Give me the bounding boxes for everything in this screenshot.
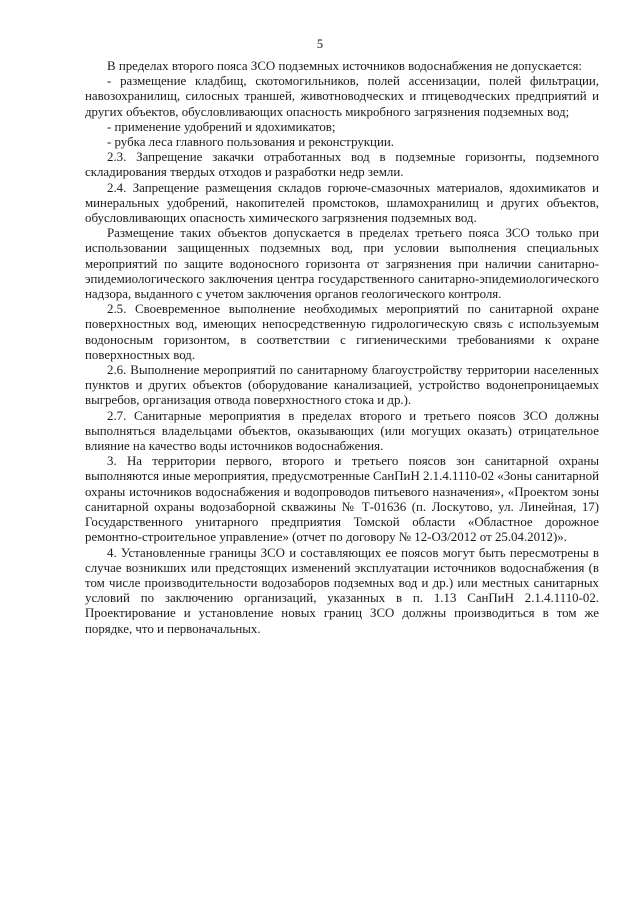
paragraph-3: 3. На территории первого, второго и третьего поясов зон санитарной охраны выполняются иные мероприятия, предусмотренные СанПиН 2.1.4.1110-02 «Зоны санитарной охраны источников водоснабжения и водопроводов питьевого назначения», «Проектом зоны санитарной охраны водозаборной скважины № Т-01636 (п. Лоскутово, ул. Линейная, 17) Государственного унитарного предприятия Томской области «Областное дорожное ремонтно-строительное управление» (отчет по договору № 12-ОЗ/2012 от 25.04.2012)». <box>85 454 599 545</box>
paragraph-zone2-item-fertilizers: - применение удобрений и ядохимикатов; <box>107 119 336 134</box>
paragraph-2-6: 2.6. Выполнение мероприятий по санитарному благоустройству территории населенных пунктов и других объектов (оборудование канализацией, устройство водонепроницаемых выгребов, организация отвода поверхностного стока и др.). <box>85 363 599 408</box>
paragraph-zone2-intro: В пределах второго пояса ЗСО подземных источников водоснабжения не допускается: <box>107 59 583 73</box>
paragraph-2-7: 2.7. Санитарные мероприятия в пределах второго и третьего поясов ЗСО должны выполняться владельцами объектов, оказывающих (или могущих оказать) отрицательное влияние на качество воды источников водоснабжения. <box>85 408 599 454</box>
document-body <box>85 59 599 637</box>
paragraph-zone2-item-cemeteries: - размещение кладбищ, скотомогильников, полей ассенизации, полей фильтрации, навозохранилищ, силосных траншей, животноводческих и птицеводческих предприятий и других объектов, обусловливающих опасность микробного загрязнения подземных вод; <box>85 74 599 119</box>
paragraph-2-5: 2.5. Своевременное выполнение необходимых мероприятий по санитарной охране поверхностных вод, имеющих непосредственную гидрологическую связь с используемым водоносным горизонтом, в соответствии с гигиеническими требованиями к охране поверхностных вод. <box>85 302 599 362</box>
paragraph-4: 4. Установленные границы ЗСО и составляющих ее поясов могут быть пересмотрены в случае возникших или предстоящих изменений эксплуатации источников водоснабжения (в том числе производительности водозаборов подземных вод и др.) или местных санитарных условий по заключению организаций, указанных в п. 1.13 СанПиН 2.1.4.1110-02. Проектирование и установление новых границ ЗСО должны производиться в том же порядке, что и первоначальных. <box>85 545 599 636</box>
paragraph-2-4: 2.4. Запрещение размещения складов горюче-смазочных материалов, ядохимикатов и минеральных удобрений, накопителей промстоков, шламохранилищ и других объектов, обусловливающих опасность химического загрязнения подземных вод. <box>85 180 599 226</box>
paragraph-zone2-item-logging: - рубка леса главного пользования и реконструкции. <box>107 135 394 150</box>
paragraph-2-4-placement: Размещение таких объектов допускается в пределах третьего пояса ЗСО только при использовании защищенных подземных вод, при условии выполнения специальных мероприятий по защите водоносного горизонта от загрязнения при наличии санитарно-эпидемиологического заключения центра государственного санитарно-эпидемиологического надзора, выданного с учетом заключения органов геологического контроля. <box>85 226 599 302</box>
page-number: 5 <box>316 37 324 51</box>
paragraph-2-3: 2.3. Запрещение закачки отработанных вод в подземные горизонты, подземного складирования твердых отходов и разработки недр земли. <box>85 150 599 180</box>
